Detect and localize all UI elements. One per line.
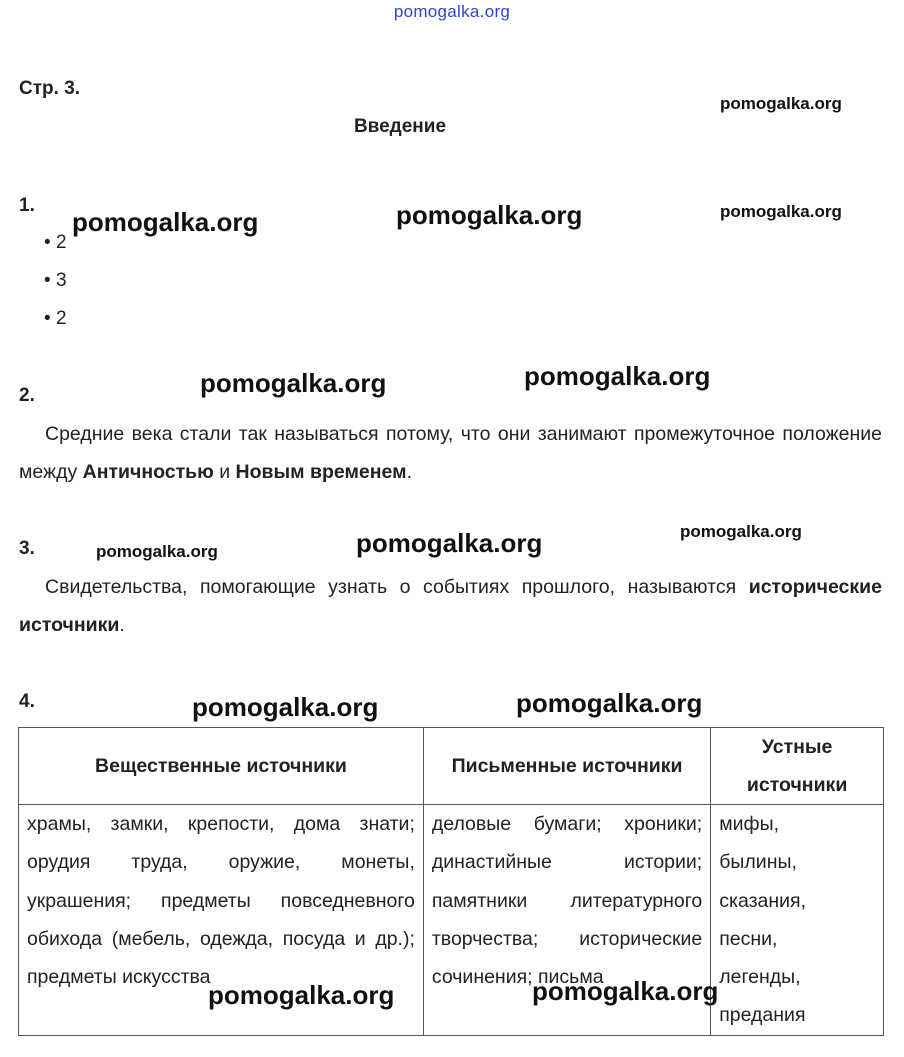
term-historical-sources: исторические источники: [19, 576, 882, 636]
question-1-answers: [44, 230, 67, 344]
term-antiquity: Античностью: [82, 461, 214, 483]
header-material-sources: Вещественные источники: [19, 728, 424, 805]
page-title: Введение: [353, 116, 447, 137]
watermark: pomogalka.org: [532, 976, 719, 1006]
watermark: pomogalka.org: [396, 200, 583, 230]
cell-oral-sources: мифы, былины, сказания, песни, легенды, предания: [711, 805, 884, 1036]
answer-item: • 2: [44, 230, 67, 268]
watermark: pomogalka.org: [356, 528, 543, 558]
watermark: pomogalka.org: [720, 94, 842, 113]
answer-item: • 3: [44, 268, 67, 306]
watermark: pomogalka.org: [72, 207, 259, 237]
table-row: [19, 805, 884, 1036]
cell-written-sources: деловые бумаги; хроники; династийные истории; памятники литературного творчества; исторические сочинения; письма: [423, 805, 710, 1036]
watermark-top: pomogalka.org: [393, 2, 511, 21]
watermark: pomogalka.org: [192, 692, 379, 722]
watermark: pomogalka.org: [200, 368, 387, 398]
watermark: pomogalka.org: [680, 522, 802, 541]
answer-item: • 2: [44, 306, 67, 344]
watermark: pomogalka.org: [524, 361, 711, 391]
sources-table: [18, 727, 884, 1036]
term-new-time: Новым временем: [235, 461, 407, 483]
question-4-number: 4.: [19, 691, 35, 712]
table-header-row: [19, 728, 884, 805]
header-oral-sources: Устные источники: [711, 728, 884, 805]
watermark: pomogalka.org: [720, 202, 842, 221]
cell-material-sources: храмы, замки, крепости, дома знати; орудия труда, оружие, монеты, украшения; предметы повседневного обихода (мебель, одежда, посуда и др.); предметы искусства: [19, 805, 424, 1036]
watermark: pomogalka.org: [96, 542, 218, 561]
page-reference: Стр. 3.: [19, 78, 81, 99]
watermark: pomogalka.org: [516, 688, 703, 718]
header-written-sources: Письменные источники: [423, 728, 710, 805]
question-2-number: 2.: [19, 385, 35, 406]
question-1-number: 1.: [19, 195, 35, 216]
question-3-number: 3.: [19, 538, 35, 559]
watermark: pomogalka.org: [208, 980, 395, 1010]
question-3-answer: Свидетельства, помогающие узнать о событиях прошлого, называются исторические источники.: [19, 576, 882, 636]
question-2-answer: Средние века стали так называться потому, что они занимают промежуточное положение между Античностью и Новым временем.: [19, 423, 882, 483]
